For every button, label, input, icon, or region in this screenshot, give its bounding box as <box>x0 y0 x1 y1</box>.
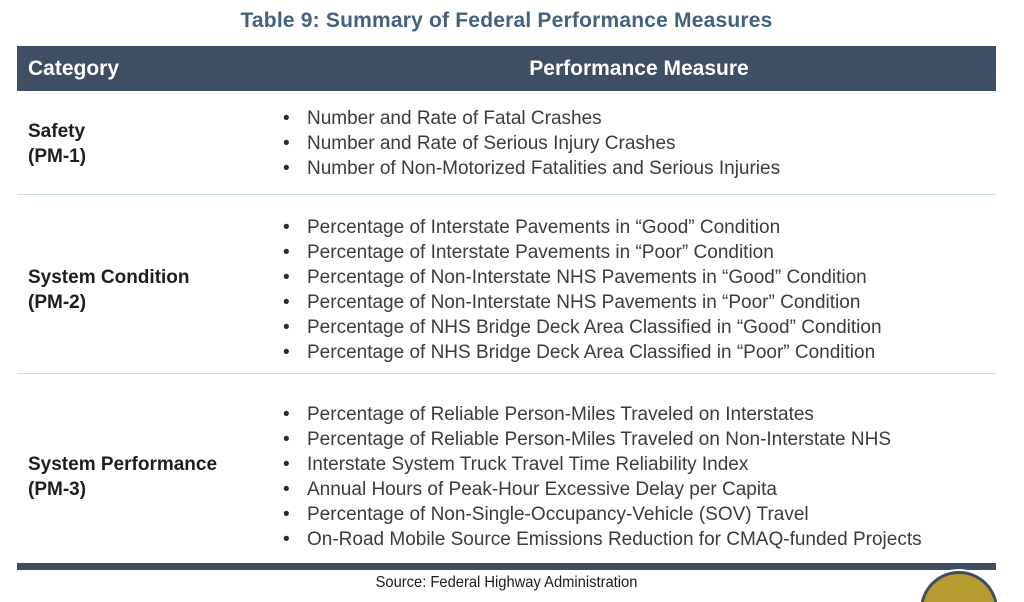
table-header-row <box>17 46 996 91</box>
measure-item: • On-Road Mobile Source Emissions Reduction for CMAQ-funded Projects <box>282 527 996 552</box>
performance-measures-table <box>17 46 996 563</box>
category-cell-safety <box>17 106 282 181</box>
measure-item: • Percentage of NHS Bridge Deck Area Classified in “Poor” Condition <box>282 340 996 365</box>
measure-item: • Percentage of Reliable Person-Miles Traveled on Interstates <box>282 402 996 427</box>
document-sheet <box>17 0 996 592</box>
source-caption: Source: Federal Highway Administration <box>375 574 638 591</box>
measure-item: • Percentage of Interstate Pavements in “Good” Condition <box>282 215 996 240</box>
measure-item: • Percentage of NHS Bridge Deck Area Classified in “Good” Condition <box>282 315 996 340</box>
measure-item: • Percentage of Non-Interstate NHS Pavements in “Poor” Condition <box>282 290 996 315</box>
category-name: Safety <box>28 120 86 142</box>
table-row-system-condition <box>17 195 996 374</box>
measure-item: • Interstate System Truck Travel Time Reliability Index <box>282 452 996 477</box>
measure-item: • Percentage of Non-Single-Occupancy-Vehicle (SOV) Travel <box>282 502 996 527</box>
measures-list-system-performance <box>282 402 996 552</box>
category-code: (PM-2) <box>28 292 87 313</box>
category-code: (PM-1) <box>28 145 87 167</box>
measures-list-system-condition <box>282 215 996 365</box>
measures-list-safety <box>282 106 996 181</box>
table-row-safety <box>17 91 996 195</box>
measure-item: • Number of Non-Motorized Fatalities and Serious Injuries <box>282 156 996 181</box>
measure-item: • Annual Hours of Peak-Hour Excessive Delay per Capita <box>282 477 996 502</box>
measure-item: • Percentage of Interstate Pavements in “Poor” Condition <box>282 240 996 265</box>
measure-item: • Number and Rate of Fatal Crashes <box>282 106 996 131</box>
column-header-category: Category <box>28 56 120 80</box>
category-cell-system-performance <box>17 402 282 552</box>
category-name: System Performance <box>28 454 218 475</box>
category-name: System Condition <box>28 267 190 288</box>
measure-item: • Number and Rate of Serious Injury Crashes <box>282 131 996 156</box>
column-header-performance-measure: Performance Measure <box>529 56 749 80</box>
table-title: Table 9: Summary of Federal Performance Measures <box>240 9 773 32</box>
category-cell-system-condition <box>17 215 282 365</box>
measure-item: • Percentage of Non-Interstate NHS Pavements in “Good” Condition <box>282 265 996 290</box>
category-code: (PM-3) <box>28 479 87 500</box>
table-row-system-performance <box>17 374 996 563</box>
measure-item: • Percentage of Reliable Person-Miles Traveled on Non-Interstate NHS <box>282 427 996 452</box>
table-bottom-border <box>17 563 996 570</box>
